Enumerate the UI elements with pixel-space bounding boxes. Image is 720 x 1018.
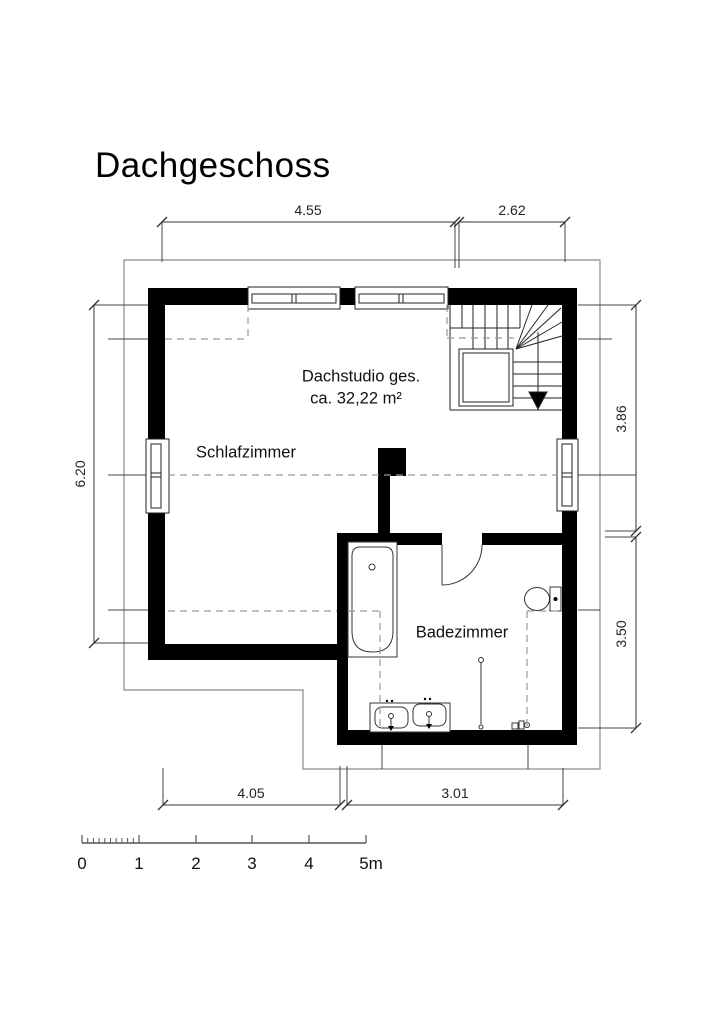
room-label-badezimmer: Badezimmer: [415, 623, 509, 642]
wall-top-segment-mid: [340, 288, 355, 305]
door-swing-arc: [442, 545, 482, 585]
bathtub-icon: [348, 542, 397, 657]
window-left: [146, 439, 169, 513]
staircase: [450, 305, 562, 410]
stair-down-arrow-icon: [529, 392, 547, 409]
dim-label-left: 6.20: [72, 460, 88, 488]
scale-label-4: 4: [304, 854, 314, 873]
wall-bath-top-right: [482, 533, 562, 545]
scale-label-5m: 5m: [359, 854, 383, 873]
pillar: [378, 448, 406, 476]
scale-bar: [82, 835, 366, 843]
door-badezimmer: [442, 545, 482, 585]
wall-right-lower: [562, 510, 577, 745]
roof-outline: [124, 260, 600, 769]
pillar-stem-wall: [378, 476, 390, 535]
dim-label-right-lower: 3.50: [613, 620, 629, 648]
floor-drain-icon: [479, 658, 484, 730]
double-washbasin-icon: [370, 698, 450, 732]
wall-left-lower: [148, 512, 165, 660]
dim-label-bottom-right: 3.01: [441, 785, 469, 801]
wall-bottom-main: [148, 644, 345, 660]
room-label-dachstudio: Dachstudio ges.: [301, 367, 421, 386]
scale-label-1: 1: [134, 854, 144, 873]
extension-lines: [94, 222, 636, 806]
dim-label-top-left: 4.55: [294, 202, 322, 218]
window-top-2: [355, 287, 448, 309]
dim-label-right-upper: 3.86: [613, 405, 629, 433]
room-label-schlafzimmer: Schlafzimmer: [196, 443, 296, 462]
dim-label-bottom-left: 4.05: [237, 785, 265, 801]
scale-label-3: 3: [247, 854, 257, 873]
room-label-dachstudio-area: ca. 32,22 m²: [310, 389, 402, 408]
wall-left-upper: [148, 288, 165, 440]
window-right: [557, 439, 578, 511]
stair-landing: [459, 349, 513, 406]
dim-label-top-right: 2.62: [498, 202, 526, 218]
page-title: Dachgeschoss: [95, 146, 331, 185]
window-top-1: [248, 287, 340, 309]
wall-bath-left: [337, 533, 348, 745]
scale-label-2: 2: [191, 854, 201, 873]
wall-right-upper: [562, 288, 577, 440]
scale-label-0: 0: [77, 854, 87, 873]
toilet-icon: [525, 587, 562, 611]
wall-top-segment-right: [448, 288, 577, 305]
